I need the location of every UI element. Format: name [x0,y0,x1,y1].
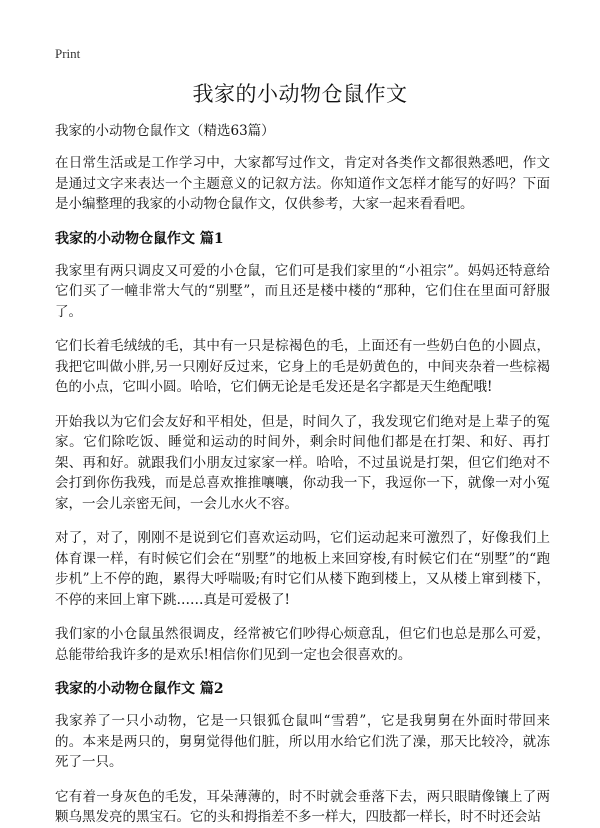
paragraph: 它有着一身灰色的毛发，耳朵薄薄的，时不时就会垂落下去，两只眼睛像镶上了两颗乌黑发亮的黑宝石。它的头和拇指差不多一样大，四肢都一样长，时不时还会站 [55,788,550,825]
paragraph: 我家养了一只小动物，它是一只银狐仓鼠叫“雪碧”，它是我舅舅在外面时带回来的。本来是两只的，舅舅觉得他们脏，所以用水给它们洗了澡，那天比较冷，就冻死了一只。 [55,713,550,770]
paragraph: 我们家的小仓鼠虽然很调皮，经常被它们吵得心烦意乱，但它们也总是那么可爱，总能带给我许多的是欢乐!相信你们见到一定也会很喜欢的。 [55,626,550,663]
paragraph: 开始我以为它们会友好和平相处，但是，时间久了，我发现它们绝对是上辈子的冤家。它们除吃饭、睡觉和运动的时间外，剩余时间他们都是在打架、和好、再打架、再和好。就跟我们小朋友过家家一样。哈哈，不过虽说是打架，但它们绝对不会打到你伤我残，而是总喜欢推推嚷嚷，你动我一下，我逗你一下，就像一对小冤家，一会儿亲密无间，一会儿水火不容。 [55,413,550,512]
article-body [55,121,550,828]
section-1 [55,229,550,666]
print-link[interactable]: Print [55,46,81,61]
paragraph: 我家里有两只调皮又可爱的小仓鼠，它们可是我们家里的“小祖宗”。妈妈还特意给它们买了一幢非常大气的“别墅”，而且还是楼中楼的“那种，它们住在里面可舒服了。 [55,262,550,320]
section-heading: 我家的小动物仓鼠作文 篇2 [55,681,224,697]
article-subtitle: 我家的小动物仓鼠作文（精选63篇） [55,123,275,139]
section-heading: 我家的小动物仓鼠作文 篇1 [55,230,224,247]
paragraph: 对了，对了，刚刚不是说到它们喜欢运动吗，它们运动起来可激烈了，好像我们上体育课一样，有时候它们会在“别墅”的地板上来回穿梭,有时候它们在“别墅”的“跑步机”上不停的跑，累得大呼喘吸;有时它们从楼下跑到楼上，又从楼上窜到楼下，不停的来回上窜下跳……真是可爱极了! [55,530,550,608]
section-2 [55,679,550,828]
intro-paragraph: 在日常生活或是工作学习中，大家都写过作文，肯定对各类作文都很熟悉吧，作文是通过文字来表达一个主题意义的记叙方法。你知道作文怎样才能写的好吗？下面是小编整理的我家的小动物仓鼠作文，仅供参考，大家一起来看看吧。 [55,155,550,212]
paragraph: 它们长着毛绒绒的毛，其中有一只是棕褐色的毛，上面还有一些奶白色的小圆点，我把它叫做小胖,另一只刚好反过来，它身上的毛是奶黄色的，中间夹杂着一些棕褐色的小点，它叫小圆。哈哈，它们俩无论是毛发还是名字都是天生绝配哦! [55,338,550,395]
page-title: 我家的小动物仓鼠作文 [192,82,408,106]
